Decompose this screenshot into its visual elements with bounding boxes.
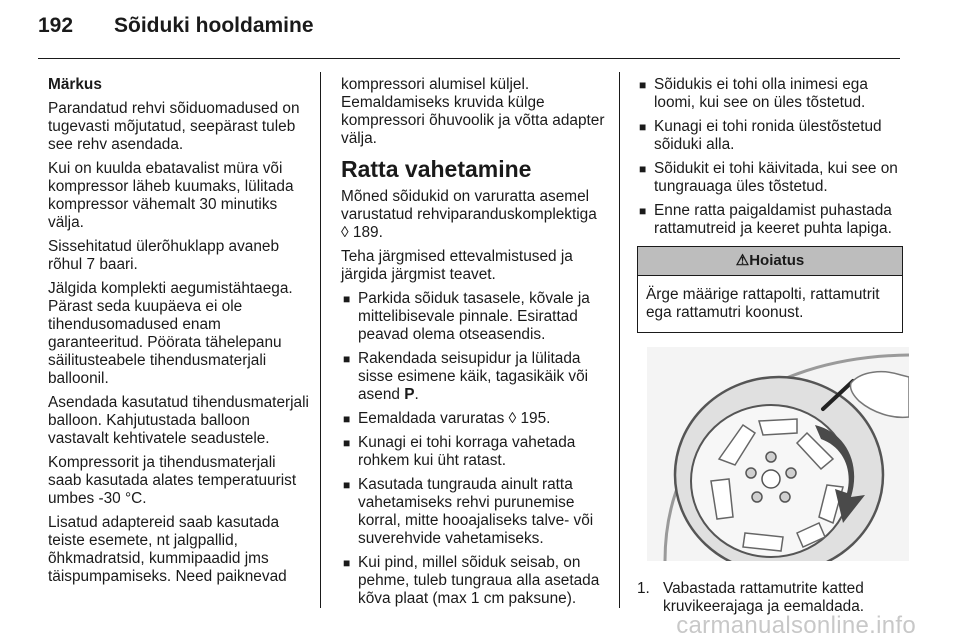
list-item-text: Enne ratta paigaldamist puhastada rattamutreid ja keeret puhta lapiga. [654, 202, 892, 237]
paragraph: Kompressorit ja tihendusmaterjali saab kasutada alates temperatuurist umbes -30 °C. [48, 454, 297, 507]
reference-arrow-icon: ◊ [341, 224, 349, 241]
bullet-icon: ■ [343, 436, 351, 450]
paragraph: Teha järgmised ettevalmistused ja järgida järgmist teavet. [341, 248, 573, 283]
bullet-icon: ■ [343, 478, 351, 492]
bullet-icon: ■ [343, 556, 351, 570]
bullet-list [637, 76, 903, 238]
paragraph: Lisatud adaptereid saab kasutada teiste esemete, nt jalgpallid, õhkmadratsid, kummipaadid jms täispumpamiseks. Need paiknevad [48, 514, 287, 585]
list-item [341, 476, 605, 548]
step-item [637, 580, 903, 616]
list-item [637, 202, 903, 238]
intro-text: Mõned sõidukid on varuratta asemel varustatud rehviparanduskomplektiga [341, 188, 597, 223]
paragraph: Kui on kuulda ebatavalist müra või kompressor läheb kuumaks, lülitada kompressor vähemalt 30 minutiks välja. [48, 160, 294, 231]
list-item-text: Sõidukis ei tohi olla inimesi ega loomi, kui see on üles tõstetud. [654, 76, 868, 111]
paragraph: kompressori alumisel küljel. Eemaldamiseks kruvida külge kompressori õhuvoolik ja võtta adapter välja. [341, 76, 605, 147]
page-reference[interactable]: 195. [520, 410, 551, 427]
list-item [637, 160, 903, 196]
column-left [48, 76, 310, 592]
column-middle [341, 76, 605, 614]
list-item [341, 554, 605, 608]
chapter-title: Sõiduki hooldamine [114, 14, 314, 37]
warning-title: Hoiatus [749, 252, 805, 269]
bullet-icon: ■ [639, 78, 647, 92]
column-divider [320, 72, 321, 608]
note-title: Märkus [48, 76, 102, 93]
column-right [637, 76, 903, 616]
step-number: 1. [637, 580, 650, 597]
warning-text: Ärge määrige rattapolti, rattamutrit ega rattamutri koonust. [646, 286, 880, 321]
bullet-icon: ■ [343, 412, 351, 426]
list-item-text: Eemaldada varuratas [358, 410, 505, 427]
page-number: 192 [38, 14, 74, 37]
bullet-list [341, 290, 605, 608]
warning-header [638, 247, 902, 276]
paragraph [341, 188, 605, 242]
bullet-icon: ■ [343, 292, 351, 306]
list-item-text: Parkida sõiduk tasasele, kõvale ja mittelibisevale pinnale. Esirattad peavad olema otseasendis. [358, 290, 590, 343]
wheel-cover-illustration [647, 347, 909, 561]
paragraph: Parandatud rehvi sõiduomadused on tugevasti mõjutatud, seepärast tuleb see rehv asendada. [48, 100, 300, 153]
warning-box [637, 246, 903, 333]
warning-triangle-icon: ⚠ [735, 252, 750, 269]
paragraph: Sissehitatud ülerõhuklapp avaneb rõhul 7 baari. [48, 238, 280, 273]
bullet-icon: ■ [639, 204, 647, 218]
bullet-icon: ■ [639, 120, 647, 134]
paragraph: Jälgida komplekti aegumistähtaega. Pärast seda kuupäeva ei ole tihendusomadused enam garanteeritud. Pöörata tähelepanu säilitusteabele tihendusmaterjali balloonil. [48, 280, 293, 387]
page-reference[interactable]: 189. [352, 224, 383, 241]
bullet-icon: ■ [639, 162, 647, 176]
reference-arrow-icon: ◊ [508, 410, 517, 427]
list-item-text: Kunagi ei tohi korraga vahetada rohkem kui üht ratast. [358, 434, 576, 469]
column-divider [619, 72, 620, 608]
list-item-text: Rakendada seisupidur ja lülitada sisse esimene käik, tagasikäik või asend [358, 350, 589, 403]
step-list [637, 580, 903, 616]
list-item-text: Kasutada tungrauda ainult ratta vahetamiseks rehvi purunemise korral, mitte hooajaliseks talve- või suverehvide vahetamiseks. [358, 476, 594, 547]
header-rule [38, 58, 900, 59]
section-heading: Ratta vahetamine [341, 156, 532, 182]
watermark: carmanualsonline.info [676, 612, 916, 639]
list-item [341, 434, 605, 470]
paragraph: Asendada kasutatud tihendusmaterjali balloon. Kahjutustada balloon vastavalt kehtivatele seadustele. [48, 394, 309, 447]
list-item-text: Sõidukit ei tohi käivitada, kui see on tungrauaga üles tõstetud. [654, 160, 898, 195]
list-item [341, 290, 605, 344]
list-item [341, 350, 605, 404]
bullet-icon: ■ [343, 352, 351, 366]
list-item-text: Kui pind, millel sõiduk seisab, on pehme, tuleb tungraua alla asetada kõva plaat (max 1 cm paksune). [358, 554, 600, 607]
list-item [341, 410, 605, 428]
page-header [38, 14, 314, 44]
step-text: Vabastada rattamutrite katted kruvikeerajaga ja eemaldada. [663, 580, 865, 615]
list-item-text: Kunagi ei tohi ronida ülestõstetud sõiduki alla. [654, 118, 882, 153]
hub-centre [762, 470, 780, 488]
list-item [637, 76, 903, 112]
list-item-text: . [414, 386, 419, 403]
list-item [637, 118, 903, 154]
gear-position-label: P [404, 386, 415, 403]
